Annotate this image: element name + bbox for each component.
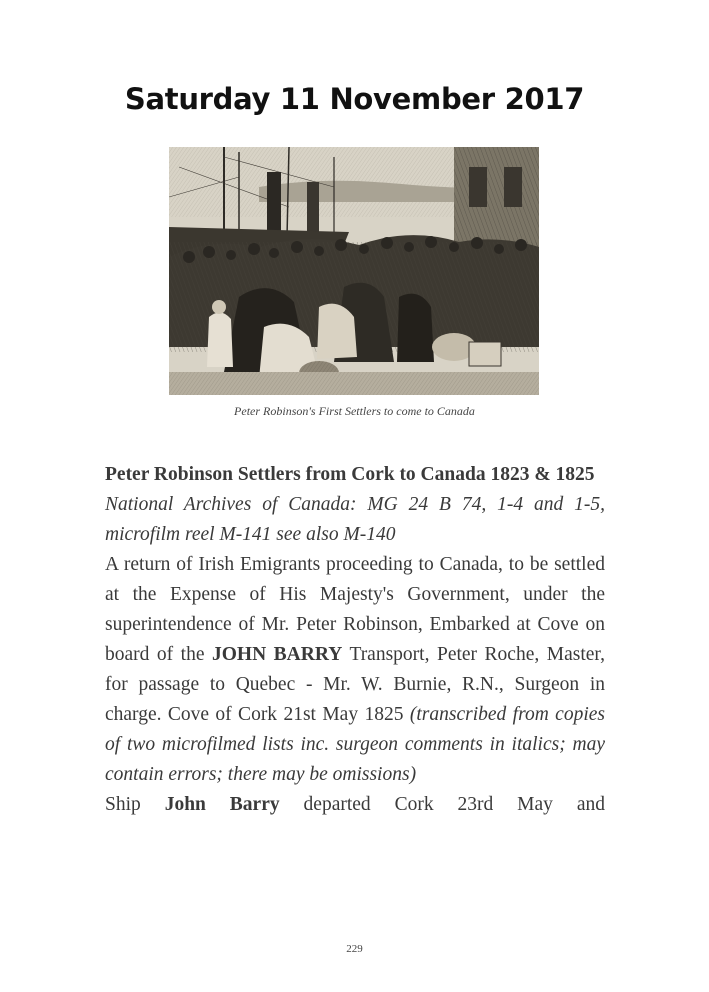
- return-text-2: Transport, Peter Roche, Master, for passage to Quebec - Mr. W. Burnie, R.N., Surgeon in charge. Cove of Cork 21st May 1825: [105, 644, 605, 725]
- emigrant-return-paragraph: [105, 550, 605, 790]
- figure-caption: Peter Robinson's First Settlers to come to Canada: [234, 404, 475, 418]
- page-title: Saturday 11 November 2017: [124, 82, 585, 116]
- ship-departure-paragraph: [105, 790, 605, 820]
- ship-name: John Barry: [164, 794, 280, 815]
- ship-suffix: departed Cork 23rd May and: [279, 794, 605, 815]
- archive-reference: National Archives of Canada: MG 24 B 74, 1-4 and 1-5, microfilm reel M-141 see also M-140: [105, 494, 605, 545]
- article-heading: Peter Robinson Settlers from Cork to Canada 1823 & 1825: [105, 464, 595, 485]
- ship-name-caps: JOHN BARRY: [211, 644, 343, 665]
- article-body: [105, 460, 605, 820]
- return-text-1: A return of Irish Emigrants proceeding to Canada, to be settled at the Expense of His Majesty's Government, under the superintendence of Mr. Peter Robinson, Embarked at Cove on board of the: [105, 554, 605, 665]
- page-number: 229: [346, 943, 363, 955]
- ship-prefix: Ship: [105, 794, 165, 815]
- settlers-engraving: [169, 147, 539, 395]
- transcription-note: (transcribed from copies of two microfilmed lists inc. surgeon comments in italics; may contain errors; there may be omissions): [105, 704, 605, 785]
